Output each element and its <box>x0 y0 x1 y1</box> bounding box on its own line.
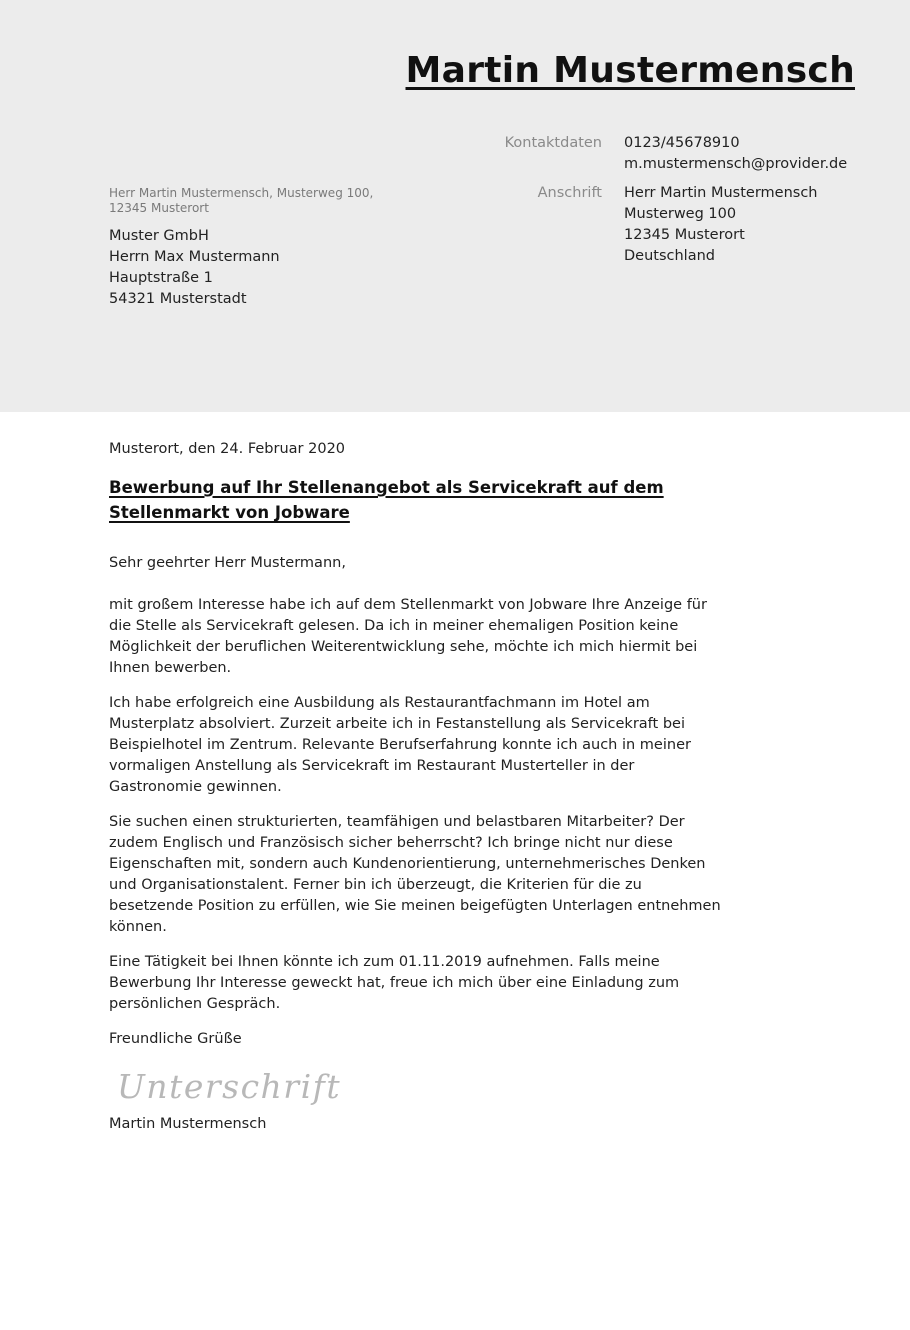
applicant-name: Martin Mustermensch <box>405 50 855 91</box>
salutation: Sehr geehrter Herr Mustermann, <box>109 555 346 571</box>
recipient-line: Herrn Max Mustermann <box>109 249 280 265</box>
signature: Unterschrift <box>117 1067 342 1106</box>
recipient-line: Muster GmbH <box>109 228 209 244</box>
letter-subject: Bewerbung auf Ihr Stellenangebot als Servicekraft auf dem Stellenmarkt von Jobware <box>109 478 664 522</box>
address-line: Musterweg 100 <box>624 206 737 222</box>
closing: Freundliche Grüße <box>109 1031 242 1047</box>
address-line: Herr Martin Mustermensch <box>624 185 818 201</box>
recipient-address <box>109 226 429 310</box>
address-label: Anschrift <box>537 185 602 201</box>
signer-name: Martin Mustermensch <box>109 1116 267 1132</box>
contact-details <box>624 133 904 175</box>
recipient-line: Hauptstraße 1 <box>109 270 213 286</box>
contact-label: Kontaktdaten <box>504 135 602 151</box>
address-line: 12345 Musterort <box>624 227 745 243</box>
body-paragraph: Eine Tätigkeit bei Ihnen könnte ich zum 01.11.2019 aufnehmen. Falls meine Bewerbung Ihr Interesse geweckt hat, freue ich mich über eine Einladung zum persönlichen Gespräch. <box>109 954 680 1012</box>
body-paragraph: Sie suchen einen strukturierten, teamfähigen und belastbaren Mitarbeiter? Der zudem Englisch und Französisch sicher beherrscht? Ich bringe nicht nur diese Eigenschaften mit, sondern auch Kundenorientierung, unternehmerisches Denken und Organisationstalent. Ferner bin ich überzeugt, die Kriterien für die zu besetzende Position zu erfüllen, wie Sie meinen beigefügten Unterlagen entnehmen können. <box>109 814 721 935</box>
address-line: Deutschland <box>624 248 715 264</box>
body-paragraph: mit großem Interesse habe ich auf dem Stellenmarkt von Jobware Ihre Anzeige für die Stelle als Servicekraft gelesen. Da ich in meiner ehemaligen Position keine Möglichkeit der beruflichen Weiterentwicklung sehe, möchte ich mich hiermit bei Ihnen bewerben. <box>109 597 707 676</box>
sender-return-line: Herr Martin Mustermensch, Musterweg 100, 12345 Musterort <box>109 186 374 215</box>
letter-body <box>109 439 721 1135</box>
letter-date: Musterort, den 24. Februar 2020 <box>109 441 346 457</box>
sender-address <box>624 183 904 267</box>
email-address: m.mustermensch@provider.de <box>624 156 848 172</box>
body-paragraph: Ich habe erfolgreich eine Ausbildung als Restaurantfachmann im Hotel am Musterplatz absolviert. Zurzeit arbeite ich in Festanstellung als Servicekraft bei Beispielhotel im Zentrum. Relevante Berufserfahrung konnte ich auch in meiner vormaligen Anstellung als Servicekraft im Restaurant Musterteller in der Gastronomie gewinnen. <box>109 695 691 795</box>
recipient-line: 54321 Musterstadt <box>109 291 247 307</box>
phone-number: 0123/45678910 <box>624 135 740 151</box>
